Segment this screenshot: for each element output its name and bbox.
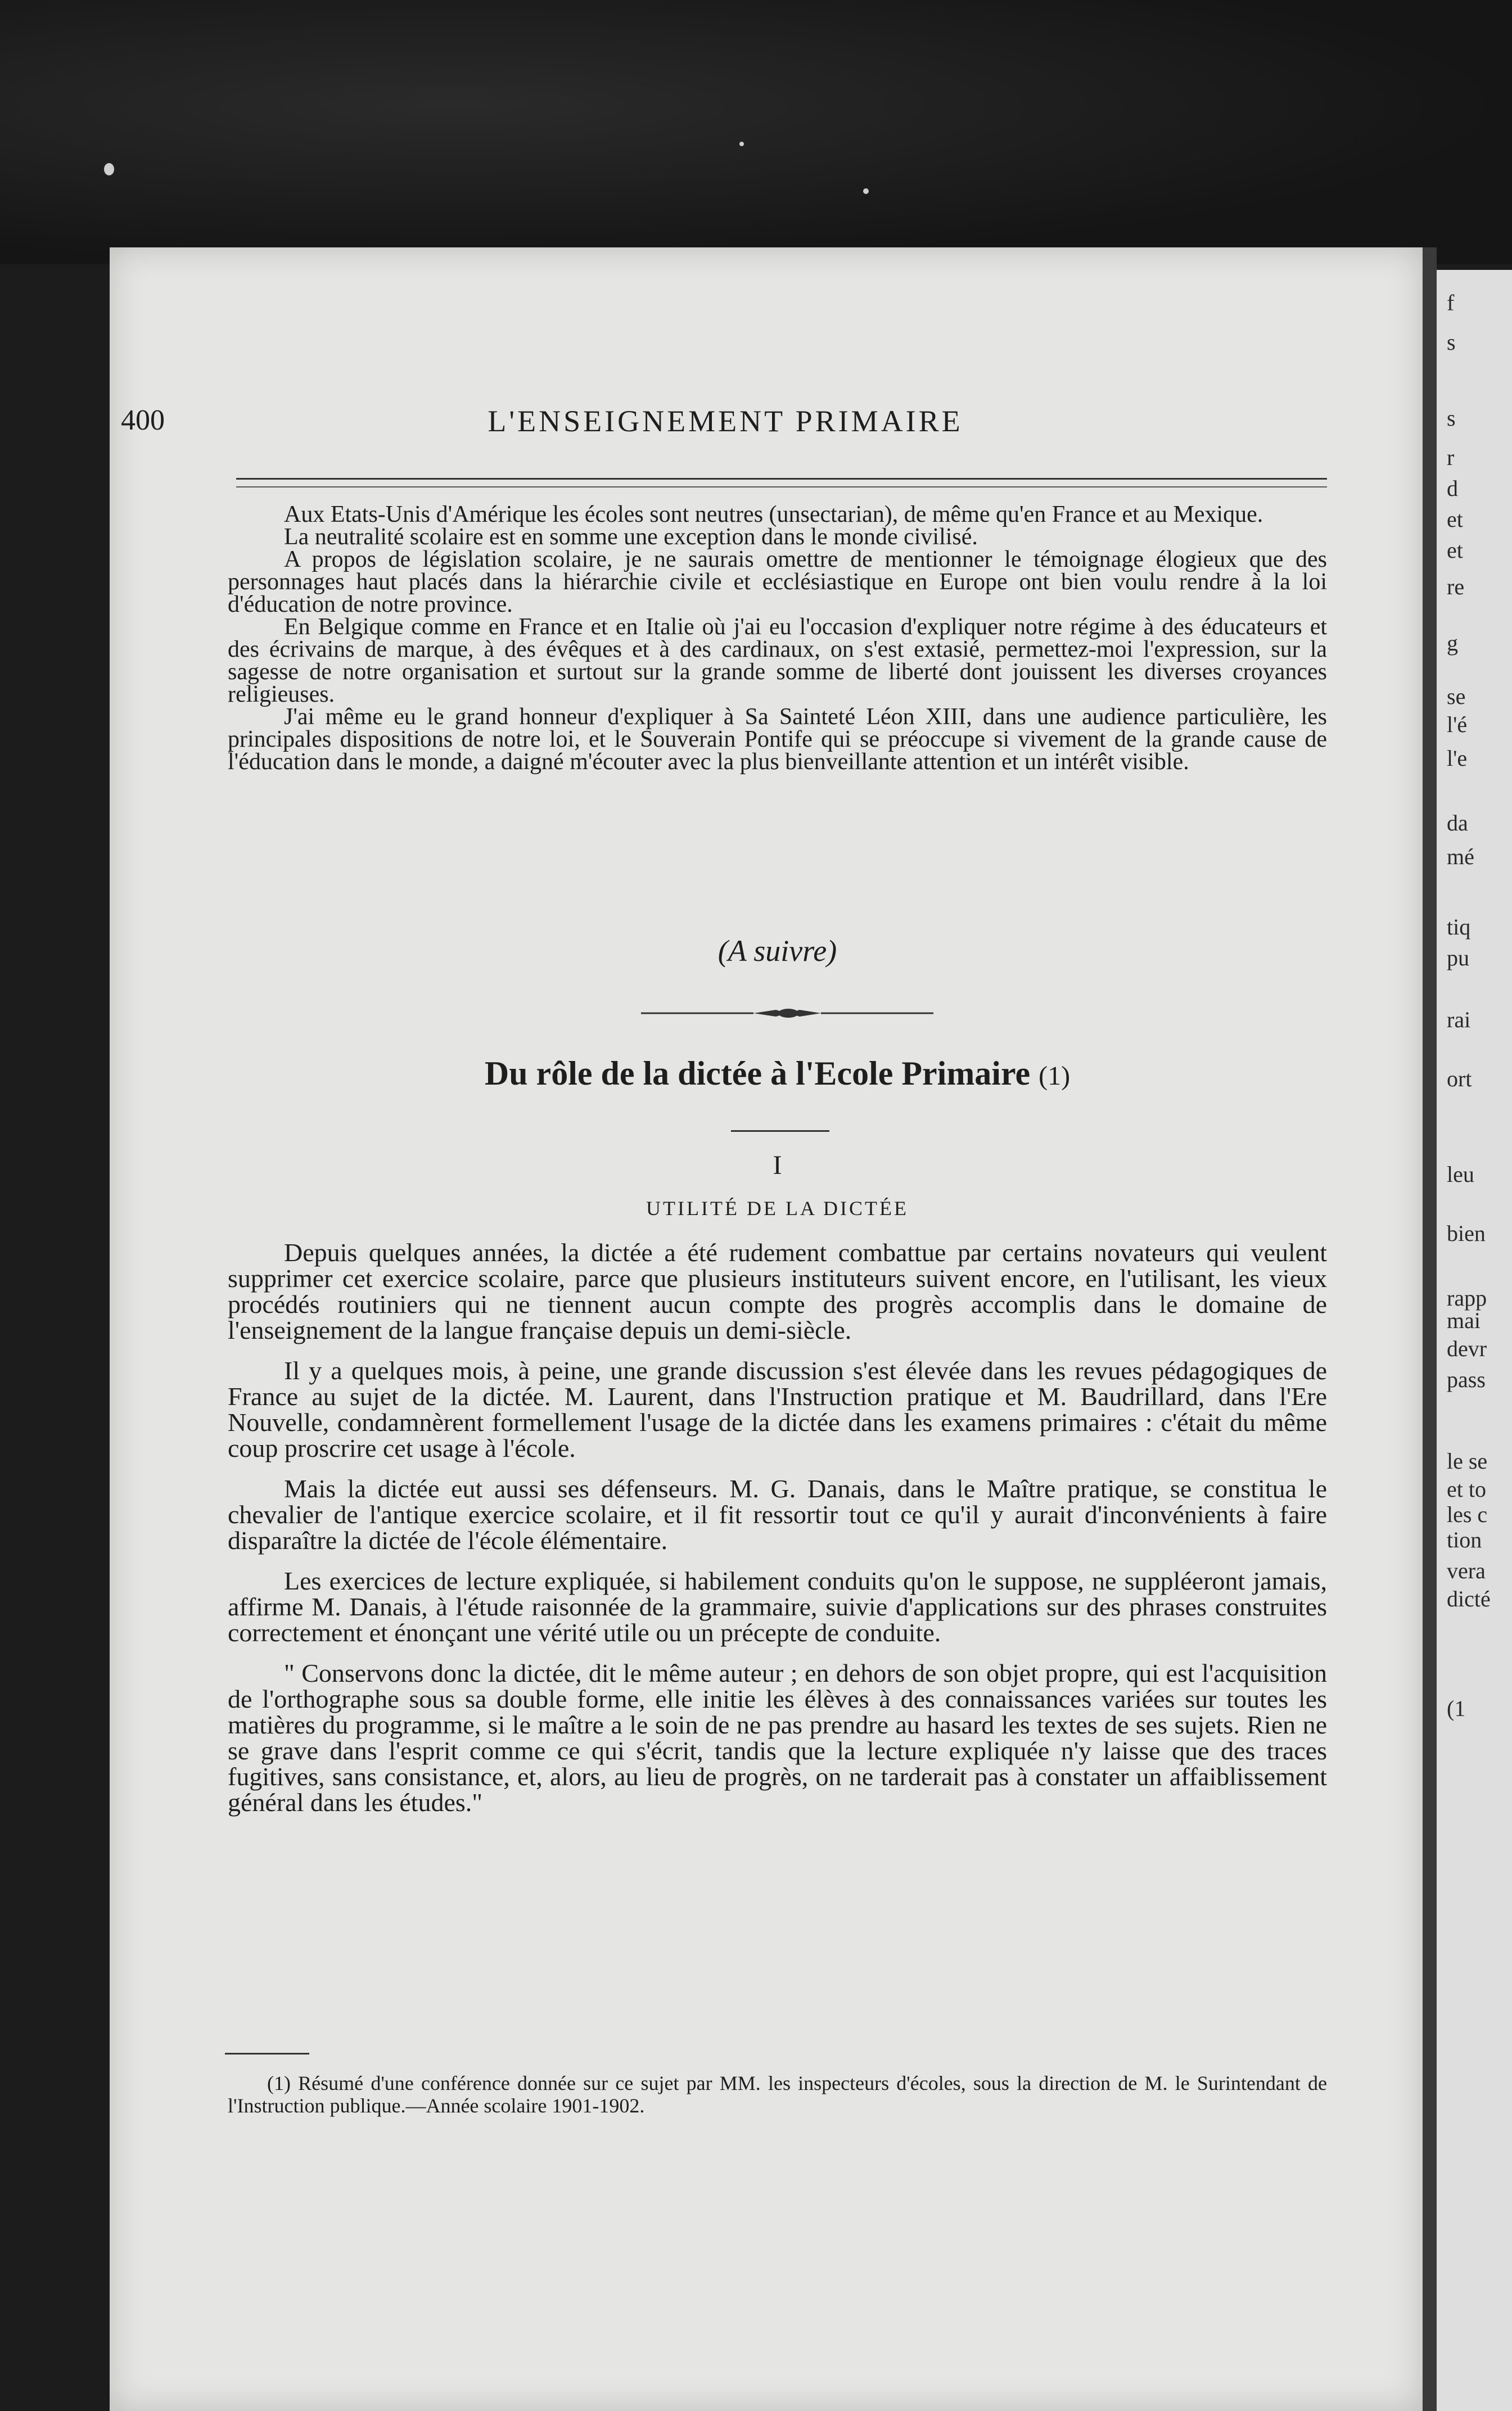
adjacent-page-fragment: leu [1447,1162,1474,1187]
header-rule [236,478,1327,487]
page-number: 400 [121,404,165,436]
previous-article-text [228,503,1327,773]
adjacent-page-fragment: g [1447,630,1458,656]
adjacent-page-fragment: bien [1447,1221,1486,1246]
footnote-marker: (1) [1039,1061,1071,1091]
section-number: I [773,1150,782,1180]
ornament-divider [641,1006,933,1020]
title-rule [731,1130,829,1132]
scan-dust [104,163,114,175]
paragraph: Aux Etats-Unis d'Amérique les écoles sont neutres (unsectarian), de même qu'en France et au Mexique. [284,502,1263,527]
adjacent-page-fragment: l'e [1447,746,1468,771]
article-title-text: Du rôle de la dictée à l'Ecole Primaire [484,1055,1031,1092]
adjacent-page-fragment: et [1447,538,1463,563]
article-title [228,1054,1327,1093]
continuation-note: (A suivre) [717,934,837,968]
adjacent-page-fragment: f [1447,290,1455,315]
page-header [121,404,1330,449]
adjacent-page-fragment: (1 [1447,1696,1466,1721]
scan-dust [863,188,869,194]
adjacent-page-fragment: devr [1447,1336,1487,1361]
paragraph: Il y a quelques mois, à peine, une grande discussion s'est élevée dans les revues pédagogiques de France au sujet de la dictée. M. Laurent, dans l'Instruction pratique et M. Baudrillard, dans l'Ere Nouvelle, condamnèrent formellement l'usage de la dictée dans les examens primaires : c'était du même coup proscrire cet usage à l'école. [228,1356,1327,1462]
paragraph: Mais la dictée eut aussi ses défenseurs. M. G. Danais, dans le Maître pratique, se constitua le chevalier de l'antique exercice scolaire, et il fit ressortir tout ce qu'il y aurait d'inconvénients à faire disparaître la dictée de l'école élémentaire. [228,1474,1327,1555]
scan-background [0,0,1512,264]
adjacent-page-fragment: rai [1447,1007,1471,1032]
paragraph: Depuis quelques années, la dictée a été rudement combattue par certains novateurs qui veulent supprimer cet exercice scolaire, parce que plusieurs instituteurs suivent encore, en l'utilisant, les vieux procédés routiniers qui ne tiennent aucun compte des progrès accomplis dans le domaine de l'enseignement de la langue française depuis un demi-siècle. [228,1238,1327,1344]
section-title: UTILITÉ DE LA DICTÉE [646,1197,909,1220]
adjacent-page-fragment: vera [1447,1558,1486,1583]
paragraph: J'ai même eu le grand honneur d'expliquer à Sa Sainteté Léon XIII, dans une audience particulière, les principales dispositions de notre loi, et le Souverain Pontife qui se préoccupe si vivement de la grande cause de l'éducation dans le monde, a daigné m'écouter avec la plus bienveillante attention et un intérêt visible. [228,704,1327,775]
adjacent-page-fragment: tion [1447,1527,1482,1552]
adjacent-page-fragment: da [1447,810,1468,836]
adjacent-page-fragment: rapp [1447,1285,1487,1311]
adjacent-page-fragment: s [1447,405,1456,431]
paragraph: La neutralité scolaire est en somme une exception dans le monde civilisé. [284,524,978,550]
scan-dust [739,142,744,146]
adjacent-page-fragment: tiq [1447,914,1471,940]
paragraph: A propos de législation scolaire, je ne saurais omettre de mentionner le témoignage élogieux que des personnages haut placés dans la hiérarchie civile et ecclésiastique en Europe ont bien voulu rendre à la loi d'éducation de notre province. [228,547,1327,617]
adjacent-page-edge [1437,270,1512,2411]
paragraph: " Conservons donc la dictée, dit le même auteur ; en dehors de son objet propre, qui est l'acquisition de l'orthographe sous sa double forme, elle initie les élèves à des connaissances variées sur toutes les matières du programme, si le maître a le soin de ne pas prendre au hasard les textes de ses sujets. Rien ne se grave dans l'esprit comme ce qui s'écrit, tandis que la lecture expliquée n'y laisse que des traces fugitives, sans consistance, et, alors, au lieu de progrès, on ne tarderait pas à constater un affaiblissement général dans les études." [228,1659,1327,1817]
adjacent-page-fragment: s [1447,329,1456,355]
adjacent-page-fragment: pass [1447,1367,1486,1392]
adjacent-page-fragment: et to [1447,1477,1486,1502]
adjacent-page-fragment: mé [1447,844,1474,869]
adjacent-page-fragment: et [1447,507,1463,532]
adjacent-page-fragment: le se [1447,1448,1488,1474]
adjacent-page-fragment: mai [1447,1308,1481,1333]
page-gutter [1423,247,1437,2411]
adjacent-page-fragment: dicté [1447,1586,1491,1611]
adjacent-page-fragment: re [1447,574,1465,599]
running-title: L'ENSEIGNEMENT PRIMAIRE [488,404,963,438]
adjacent-page-fragment: les c [1447,1502,1488,1527]
footnote-rule [225,2053,309,2055]
adjacent-page-fragment: d [1447,476,1458,501]
adjacent-page-fragment: se [1447,684,1466,709]
paragraph: Les exercices de lecture expliquée, si habilement conduits qu'on le suppose, ne suppléeront jamais, affirme M. Danais, à l'étude raisonnée de la grammaire, suivie d'applications sur des phrases construites correctement et énonçant une vérité utile ou un précepte de conduite. [228,1566,1327,1647]
article-body [228,1240,1327,1830]
adjacent-page-fragment: r [1447,445,1455,470]
adjacent-page-fragment: l'é [1447,712,1468,737]
adjacent-page-fragment: ort [1447,1066,1472,1091]
adjacent-page-fragment: pu [1447,945,1469,970]
footnote: (1) Résumé d'une conférence donnée sur ce sujet par MM. les inspecteurs d'écoles, sous la direction de M. le Surintendant de l'Instruction publique.—Année scolaire 1901-1902. [228,2072,1327,2117]
paragraph: En Belgique comme en France et en Italie où j'ai eu l'occasion d'expliquer notre régime à des éducateurs et des écrivains de marque, à des évêques et à des cardinaux, on s'est extasié, permettez-moi l'expression, sur la sagesse de notre organisation et surtout sur la grande somme de liberté dont jouissent les diverses croyances religieuses. [228,614,1327,707]
